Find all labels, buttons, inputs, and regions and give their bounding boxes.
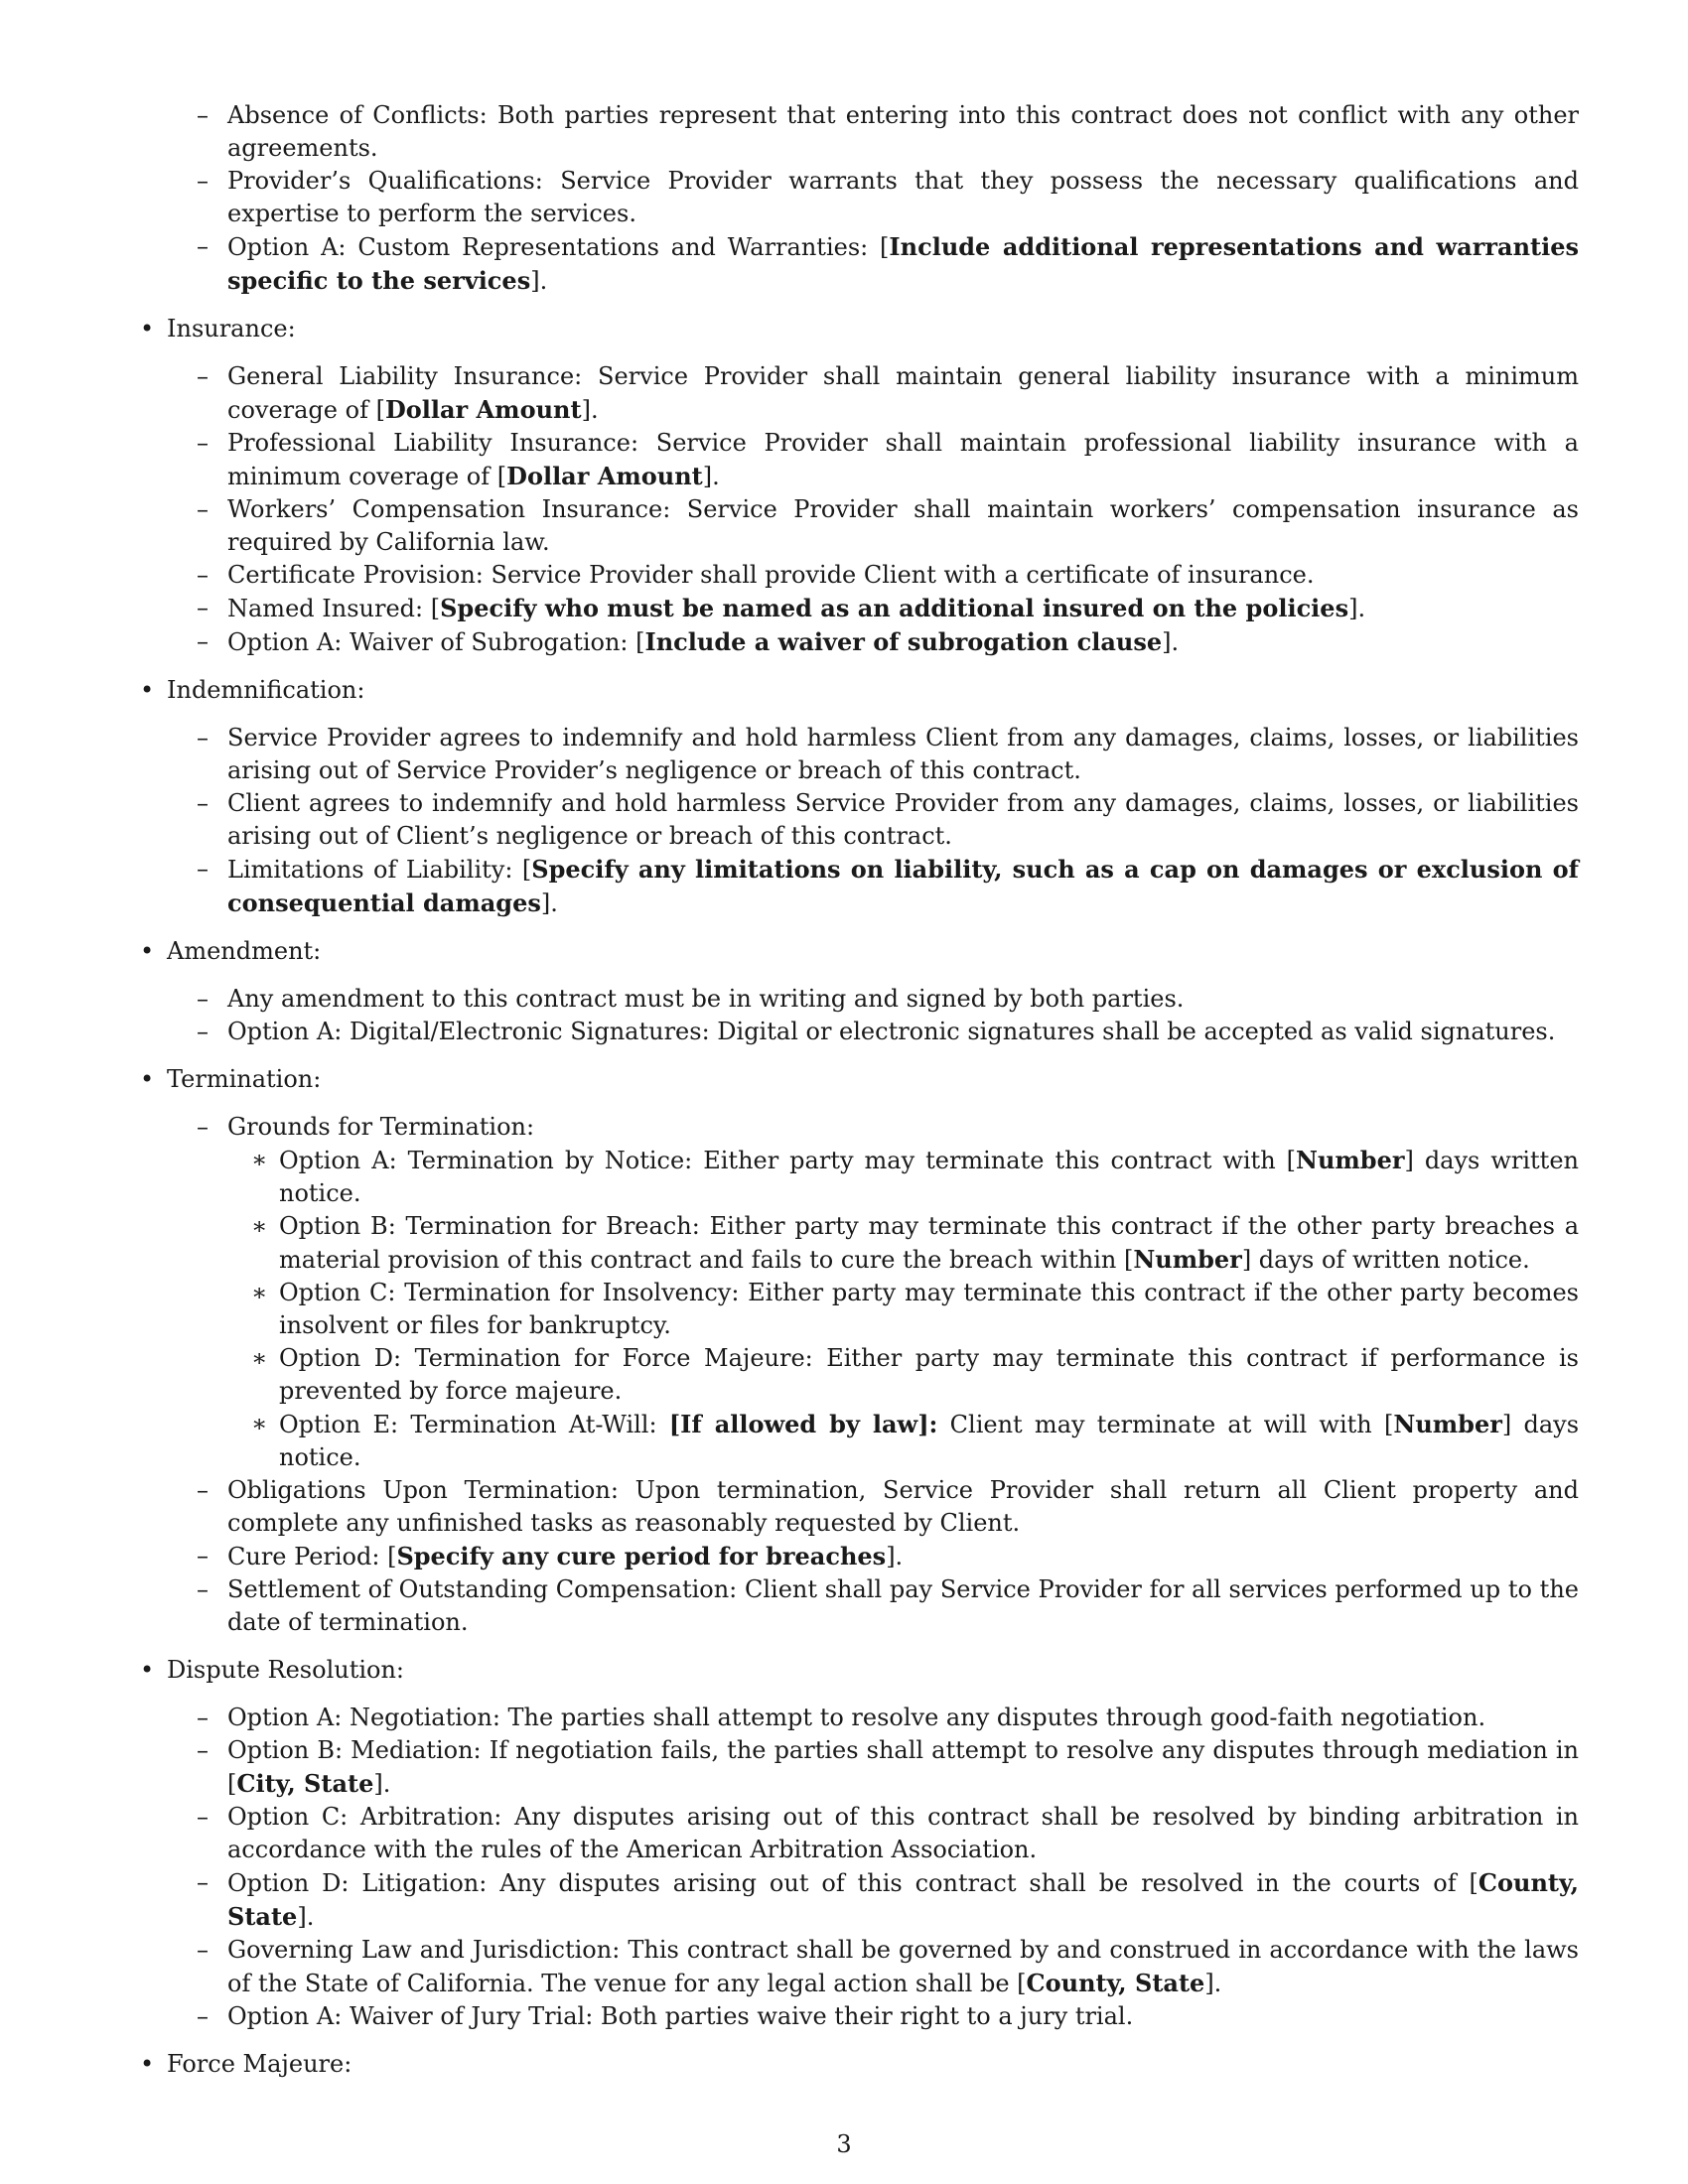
bullet-dot: • xyxy=(140,315,155,342)
clause-title: Amendment: xyxy=(167,937,322,965)
sub-list-item: ∗ Option D: Termination for Force Majeure: Either party may terminate this contract if performance is prevented by force majeure. xyxy=(251,1344,1579,1405)
dash-bullet: – xyxy=(197,2002,209,2030)
list-item: – Settlement of Outstanding Compensation: Client shall pay Service Provider for all services performed up to the date of termination. xyxy=(197,1575,1579,1636)
list-item: – Obligations Upon Termination: Upon termination, Service Provider shall return all Client property and complete any unfinished tasks as reasonably requested by Client. xyxy=(197,1476,1579,1537)
dash-bullet: – xyxy=(197,985,209,1013)
asterisk-bullet: ∗ xyxy=(251,1146,268,1173)
list-item: – Certificate Provision: Service Provider shall provide Client with a certificate of insurance. xyxy=(227,559,1579,592)
representations-items xyxy=(167,99,1579,298)
dash-bullet: – xyxy=(197,855,209,883)
indemnification-items xyxy=(167,722,1579,920)
dash-bullet: – xyxy=(197,789,209,817)
list-item: – Provider’s Qualifications: Service Provider warrants that they possess the necessary qualifications and expertise to perform the services. xyxy=(197,167,1579,227)
list-item: – Option A: Waiver of Jury Trial: Both parties waive their right to a jury trial. xyxy=(227,2000,1579,2033)
placeholder-text: [If allowed by law]: xyxy=(668,1410,938,1438)
dash-bullet: – xyxy=(197,561,209,589)
list-item-grounds: – Grounds for Termination: ∗ Option A: Termination by Notice: Either party may terminate this contract with [Number] days written notice. ∗ Option B: Termination for Breach: Either party may terminate this contract if the other party breaches a material provision of this contract and fails to cure the breach within [Number] days of written notice. ∗ Option C: Termination for Insolvency: Either party may terminate this contract if the other party becomes insolvent or files for bankruptcy. ∗ Option D: Termination for Force Majeure: Either party may terminate this contract if performance is prevented by force majeure. ∗ Option E: Termination At-Will: [If allowed by law]: Client may terminate at will with [Number] days notice. xyxy=(227,1111,1579,1474)
list-item: – Option A: Custom Representations and Warranties: [Include additional representations and warranties specific to the services]. xyxy=(197,232,1579,295)
dash-bullet: – xyxy=(197,1736,209,1764)
clause-title: Force Majeure: xyxy=(167,2050,352,2078)
list-item: – Absence of Conflicts: Both parties represent that entering into this contract does not conflict with any other agreements. xyxy=(197,101,1579,162)
bullet-dot: • xyxy=(140,2050,155,2078)
asterisk-bullet: ∗ xyxy=(251,1410,268,1437)
dash-bullet: – xyxy=(197,1476,209,1504)
list-item: – Cure Period: [Specify any cure period for breaches]. xyxy=(197,1542,904,1570)
list-item: – Option A: Digital/Electronic Signatures: Digital or electronic signatures shall be accepted as valid signatures. xyxy=(227,1016,1579,1048)
dispute-items xyxy=(167,1702,1579,2033)
list-item: – Option D: Litigation: Any disputes arising out of this contract shall be resolved in the courts of [County, State]. xyxy=(197,1868,1579,1931)
list-item: – Workers’ Compensation Insurance: Service Provider shall maintain workers’ compensation insurance as required by California law. xyxy=(197,495,1579,556)
clause-dispute-resolution xyxy=(140,1654,1579,2033)
placeholder-text: County, State xyxy=(227,1868,1579,1931)
sub-list-item: ∗ Option A: Termination by Notice: Either party may terminate this contract with [Number] days written notice. xyxy=(251,1146,1579,1207)
placeholder-text: City, State xyxy=(236,1769,374,1798)
clause-list xyxy=(140,99,1580,2081)
clause-title: Termination: xyxy=(167,1065,322,1093)
placeholder-text: Dollar Amount xyxy=(384,395,582,424)
dash-bullet: – xyxy=(197,1113,209,1141)
placeholder-text: Number xyxy=(1393,1410,1502,1438)
list-item: – Service Provider agrees to indemnify and hold harmless Client from any damages, claims, losses, or liabilities arising out of Service Provider’s negligence or breach of this contract. xyxy=(197,724,1579,784)
list-item: – Option A: Waiver of Subrogation: [Include a waiver of subrogation clause]. xyxy=(197,627,1180,656)
dash-bullet: – xyxy=(197,724,209,751)
placeholder-text: Specify any limitations on liability, such as a cap on damages or exclusion of consequential damages xyxy=(227,855,1579,917)
termination-items xyxy=(167,1111,1579,1639)
bullet-dot: • xyxy=(140,1656,155,1684)
placeholder-text: Number xyxy=(1296,1146,1405,1174)
list-item: – Option C: Arbitration: Any disputes arising out of this contract shall be resolved by binding arbitration in accordance with the rules of the American Arbitration Association. xyxy=(197,1803,1579,1863)
list-item: – Professional Liability Insurance: Service Provider shall maintain professional liability insurance with a minimum coverage of [Dollar Amount]. xyxy=(197,429,1579,490)
clause-indemnification xyxy=(140,674,1579,920)
sub-list-item: ∗ Option E: Termination At-Will: [If allowed by law]: Client may terminate at will with [Number] days notice. xyxy=(251,1410,1580,1471)
placeholder-text: Specify who must be named as an additional insured on the policies xyxy=(440,594,1349,622)
bullet-dot: • xyxy=(140,1065,155,1093)
dash-bullet: – xyxy=(197,1542,209,1570)
list-item: – Limitations of Liability: [Specify any limitations on liability, such as a cap on damages or exclusion of consequential damages]. xyxy=(197,855,1579,917)
list-item: – Client agrees to indemnify and hold harmless Service Provider from any damages, claims, losses, or liabilities arising out of Client’s negligence or breach of this contract. xyxy=(197,789,1579,850)
list-item: – Governing Law and Jurisdiction: This contract shall be governed by and construed in accordance with the laws of the State of California. The venue for any legal action shall be [County, State]. xyxy=(197,1936,1579,1997)
dash-bullet: – xyxy=(197,495,209,523)
dash-bullet: – xyxy=(197,1936,209,1964)
dash-bullet: – xyxy=(197,362,209,390)
dash-bullet: – xyxy=(197,1704,209,1731)
list-item: – Option B: Mediation: If negotiation fails, the parties shall attempt to resolve any disputes through mediation in [City, State]. xyxy=(197,1736,1579,1798)
clause-title: Dispute Resolution: xyxy=(167,1656,405,1684)
dash-bullet: – xyxy=(197,1868,209,1896)
amendment-items xyxy=(167,983,1579,1048)
dash-bullet: – xyxy=(197,1575,209,1603)
placeholder-text: Specify any cure period for breaches xyxy=(396,1542,887,1570)
page-number: 3 xyxy=(836,2130,852,2158)
clause-force-majeure xyxy=(140,2048,1579,2081)
page-content xyxy=(140,99,1580,2081)
clause-insurance xyxy=(140,313,1579,659)
clause-title: Insurance: xyxy=(167,315,296,342)
list-item: – General Liability Insurance: Service Provider shall maintain general liability insurance with a minimum coverage of [Dollar Amount]. xyxy=(197,362,1579,424)
list-item: – Any amendment to this contract must be in writing and signed by both parties. xyxy=(227,983,1579,1016)
clause-representations-continued xyxy=(167,99,1579,298)
clause-title: Indemnification: xyxy=(167,676,365,704)
sub-list-item: ∗ Option C: Termination for Insolvency: Either party may terminate this contract if the other party becomes insolvent or files for bankruptcy. xyxy=(251,1279,1579,1339)
dash-bullet: – xyxy=(197,167,209,195)
dash-bullet: – xyxy=(197,232,209,260)
placeholder-text: Include a waiver of subrogation clause xyxy=(644,627,1163,656)
dash-bullet: – xyxy=(197,429,209,457)
placeholder-text: Include additional representations and warranties specific to the services xyxy=(227,232,1579,295)
placeholder-text: Number xyxy=(1133,1245,1242,1274)
asterisk-bullet: ∗ xyxy=(251,1344,268,1372)
dash-bullet: – xyxy=(197,1803,209,1831)
list-item: – Option A: Negotiation: The parties shall attempt to resolve any disputes through good-faith negotiation. xyxy=(227,1702,1579,1734)
dash-bullet: – xyxy=(197,627,209,655)
placeholder-text: County, State xyxy=(1026,1969,1205,1997)
dash-bullet: – xyxy=(197,1018,209,1045)
dash-bullet: – xyxy=(197,101,209,129)
asterisk-bullet: ∗ xyxy=(251,1212,268,1240)
clause-termination xyxy=(140,1063,1580,1639)
placeholder-text: Dollar Amount xyxy=(506,462,703,490)
termination-options xyxy=(227,1144,1579,1474)
insurance-items xyxy=(167,360,1579,659)
sub-list-item: ∗ Option B: Termination for Breach: Either party may terminate this contract if the other party breaches a material provision of this contract and fails to cure the breach within [Number] days of written notice. xyxy=(251,1212,1579,1274)
list-item: – Named Insured: [Specify who must be named as an additional insured on the policies]. xyxy=(197,594,1366,622)
bullet-dot: • xyxy=(140,937,155,965)
asterisk-bullet: ∗ xyxy=(251,1279,268,1306)
dash-bullet: – xyxy=(197,594,209,621)
clause-amendment xyxy=(140,935,1579,1048)
bullet-dot: • xyxy=(140,676,155,704)
